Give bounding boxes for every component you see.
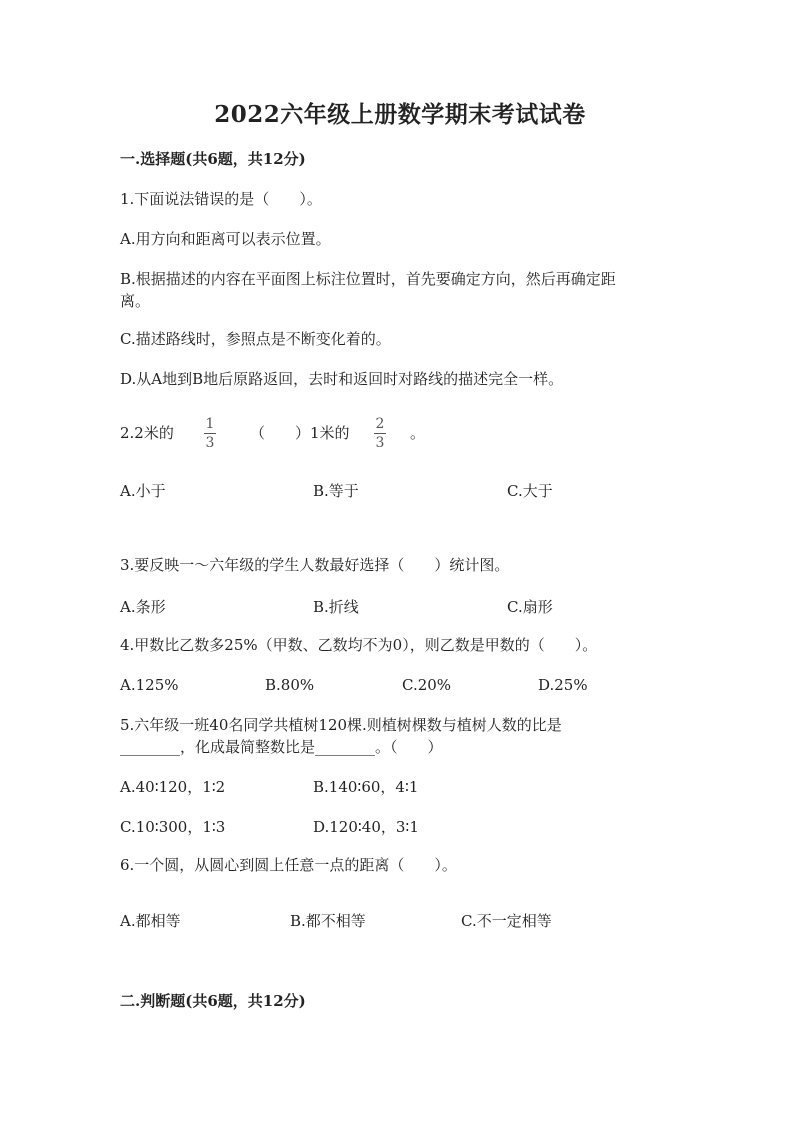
question-3-stem: 3.要反映一～六年级的学生人数最好选择（ ）统计图。 [120,556,510,574]
fraction-denominator: 3 [375,435,385,451]
question-5-stem-line2: ________，化成最简整数比是________。（ ） [120,738,443,756]
question-6-option-a: A.都相等 [120,912,181,930]
fraction-bar [204,433,216,434]
page-title: 2022六年级上册数学期末考试试卷 [214,101,586,128]
fraction-numerator: 1 [205,416,215,432]
question-5-stem-line1: 5.六年级一班40名同学共植树120棵.则植树棵数与植树人数的比是 [120,716,562,734]
question-3-option-b: B.折线 [313,598,359,616]
question-6-option-c: C.不一定相等 [461,912,552,930]
question-2-option-c: C.大于 [507,482,553,500]
question-4-option-a: A.125% [120,676,179,694]
question-1-option-c: C.描述路线时，参照点是不断变化着的。 [120,330,391,348]
question-6-option-b: B.都不相等 [290,912,366,930]
question-1-option-a: A.用方向和距离可以表示位置。 [120,230,331,248]
question-3-option-c: C.扇形 [507,598,553,616]
fraction-numerator: 2 [375,416,385,432]
section-heading-choice: 一.选择题(共6题，共12分) [120,150,306,168]
fraction-denominator: 3 [205,435,215,451]
question-6-stem: 6.一个圆，从圆心到圆上任意一点的距离（ ）。 [120,856,457,874]
question-1-option-d: D.从A地到B地后原路返回，去时和返回时对路线的描述完全一样。 [120,370,564,388]
question-5-option-c: C.10∶300，1∶3 [120,818,226,836]
question-5-option-b: B.140∶60，4∶1 [313,778,419,796]
section-heading-judgement: 二.判断题(共6题，共12分) [120,992,306,1010]
question-1-option-b-line1: B.根据描述的内容在平面图上标注位置时，首先要确定方向，然后再确定距 [120,270,616,288]
question-3-option-a: A.条形 [120,598,166,616]
fraction-one-third [204,416,216,451]
question-5-option-a: A.40∶120，1∶2 [120,778,226,796]
question-4-stem: 4.甲数比乙数多25%（甲数、乙数均不为0），则乙数是甲数的（ ）。 [120,636,598,654]
question-2-option-b: B.等于 [313,482,359,500]
question-2-stem-part1: 2.2米的 [120,424,174,442]
question-4-option-d: D.25% [538,676,588,694]
fraction-bar [374,433,386,434]
question-2-stem-part3: 。 [410,424,426,442]
question-1-option-b-line2: 离。 [120,292,151,310]
question-4-option-c: C.20% [402,676,452,694]
question-2-option-a: A.小于 [120,482,166,500]
question-5-option-d: D.120∶40，3∶1 [313,818,419,836]
question-1-stem: 1.下面说法错误的是（ ）。 [120,190,322,208]
fraction-two-thirds [374,416,386,451]
question-4-option-b: B.80% [265,676,315,694]
question-2-stem-part2: （ ）1米的 [250,424,350,442]
